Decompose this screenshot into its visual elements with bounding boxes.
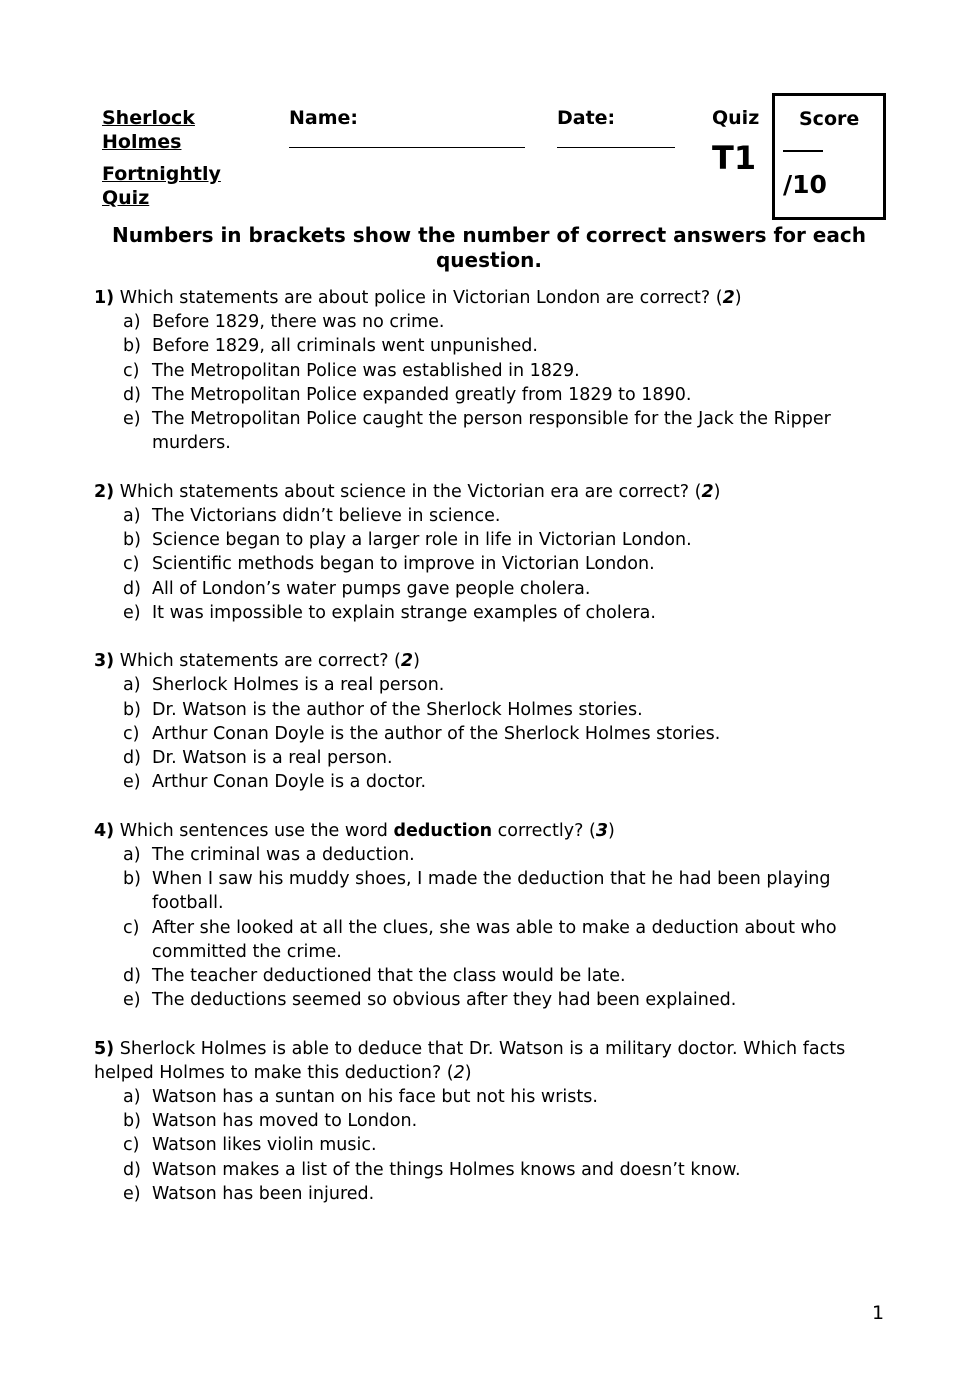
option-letter: b): [123, 336, 141, 357]
answer-option[interactable]: [94, 334, 884, 358]
page-number: 1: [872, 1302, 885, 1324]
option-letter: c): [123, 360, 140, 381]
option-letter: e): [123, 772, 141, 793]
quiz-title-line2: Fortnightly Quiz: [102, 163, 221, 209]
option-letter: e): [123, 1183, 141, 1204]
option-letter: e): [123, 409, 141, 430]
option-text: Watson has moved to London.: [152, 1111, 418, 1132]
option-text: Watson has been injured.: [152, 1183, 375, 1204]
quiz-label: Quiz: [712, 107, 760, 129]
answer-option[interactable]: [94, 504, 884, 528]
option-letter: d): [123, 748, 141, 769]
instructions: Numbers in brackets show the number of correct answers for each question.: [112, 223, 866, 272]
answer-option[interactable]: [94, 843, 884, 867]
answer-option[interactable]: [94, 746, 884, 770]
option-letter: d): [123, 1159, 141, 1180]
score-box: [772, 93, 886, 220]
question-5: [94, 1037, 884, 1206]
answer-count-close: ): [713, 481, 721, 502]
answer-option[interactable]: [94, 528, 884, 552]
option-text: Watson has a suntan on his face but not his wrists.: [152, 1087, 598, 1108]
option-list: [94, 1085, 884, 1206]
answer-count-close: ): [464, 1062, 472, 1083]
question-prompt: Which sentences use the word: [114, 820, 394, 841]
answer-option[interactable]: [94, 552, 884, 576]
question-4: [94, 819, 884, 1013]
question-prompt: Which statements are correct? (: [114, 651, 401, 672]
question-text: [94, 480, 884, 504]
answer-option[interactable]: [94, 310, 884, 334]
question-text: [94, 1037, 884, 1085]
option-text: It was impossible to explain strange examples of cholera.: [152, 602, 656, 623]
answer-count: 2: [722, 288, 735, 308]
option-letter: c): [123, 1135, 140, 1156]
question-number: 5): [94, 1038, 115, 1059]
answer-option[interactable]: [94, 698, 884, 722]
question-number: 3): [94, 651, 115, 672]
quiz-title: [102, 106, 252, 210]
question-text: [94, 649, 884, 673]
quiz-id: [712, 106, 759, 176]
option-letter: e): [123, 602, 141, 623]
answer-option[interactable]: [94, 867, 884, 915]
option-text: The Metropolitan Police was established in 1829.: [152, 360, 580, 381]
question-number: 1): [94, 288, 115, 308]
answer-option[interactable]: [94, 383, 884, 407]
date-field: [557, 106, 675, 148]
answer-count-close: ): [413, 651, 420, 672]
option-letter: d): [123, 384, 141, 405]
answer-count-close: ): [608, 820, 615, 841]
option-text: The criminal was a deduction.: [152, 844, 415, 865]
answer-option[interactable]: [94, 601, 884, 625]
answer-option[interactable]: [94, 722, 884, 746]
option-letter: a): [123, 312, 141, 333]
option-letter: a): [123, 505, 141, 526]
option-list: [94, 843, 884, 1012]
question-prompt: Which statements are about police in Victorian London are correct? (: [114, 288, 723, 308]
answer-count: 3: [595, 820, 608, 841]
option-text: The teacher deductioned that the class would be late.: [152, 965, 626, 986]
option-letter: b): [123, 530, 141, 551]
option-text: The deductions seemed so obvious after they had been explained.: [152, 990, 737, 1011]
answer-option[interactable]: [94, 1158, 884, 1182]
quiz-title-line1: Sherlock Holmes: [102, 107, 195, 153]
question-number: 2): [94, 481, 115, 502]
option-text: Before 1829, there was no crime.: [152, 312, 445, 333]
option-text: Watson makes a list of the things Holmes knows and doesn’t know.: [152, 1159, 741, 1180]
option-letter: a): [123, 675, 141, 696]
option-letter: a): [123, 844, 141, 865]
score-total: /10: [783, 170, 827, 199]
option-list: [94, 310, 884, 455]
answer-option[interactable]: [94, 1109, 884, 1133]
answer-count-close: ): [734, 288, 742, 308]
option-letter: c): [123, 723, 140, 744]
answer-option[interactable]: [94, 916, 884, 964]
question-list: [94, 286, 884, 1230]
question-2: [94, 480, 884, 625]
question-1: [94, 286, 884, 455]
question-number: 4): [94, 820, 115, 841]
answer-option[interactable]: [94, 1085, 884, 1109]
answer-option[interactable]: [94, 673, 884, 697]
answer-option[interactable]: [94, 1133, 884, 1157]
option-list: [94, 504, 884, 625]
option-letter: e): [123, 990, 141, 1011]
option-list: [94, 673, 884, 794]
quiz-code: T1: [712, 139, 757, 177]
option-text: The Metropolitan Police caught the person responsible for the Jack the Ripper murders.: [152, 409, 831, 454]
option-text: Watson likes violin music.: [152, 1135, 377, 1156]
option-text: After she looked at all the clues, she was able to make a deduction about who committed the crime.: [152, 917, 837, 962]
answer-option[interactable]: [94, 359, 884, 383]
option-letter: c): [123, 917, 140, 938]
option-letter: d): [123, 578, 141, 599]
question-text: [94, 286, 884, 310]
answer-option[interactable]: [94, 407, 884, 455]
option-text: Science began to play a larger role in life in Victorian London.: [152, 530, 692, 551]
option-text: The Metropolitan Police expanded greatly from 1829 to 1890.: [152, 384, 692, 405]
question-keyword: deduction: [393, 820, 493, 841]
name-blank-line[interactable]: [289, 147, 525, 148]
score-blank-line[interactable]: [783, 150, 823, 152]
option-text: Dr. Watson is the author of the Sherlock Holmes stories.: [152, 699, 643, 720]
option-text: When I saw his muddy shoes, I made the deduction that he had been playing football.: [152, 869, 831, 914]
question-prompt: Sherlock Holmes is able to deduce that Dr. Watson is a military doctor. Which facts helped Holmes to make this deduction? (: [94, 1038, 846, 1083]
option-letter: a): [123, 1087, 141, 1108]
answer-option[interactable]: [94, 577, 884, 601]
name-label: Name:: [289, 107, 359, 129]
option-text: The Victorians didn’t believe in science.: [152, 505, 501, 526]
answer-count: 2: [701, 481, 714, 502]
answer-option[interactable]: [94, 1182, 884, 1206]
option-letter: b): [123, 869, 141, 890]
option-text: Dr. Watson is a real person.: [152, 748, 393, 769]
question-prompt-end: correctly? (: [492, 820, 596, 841]
question-prompt: Which statements about science in the Victorian era are correct? (: [114, 481, 702, 502]
answer-count: 2: [453, 1062, 465, 1083]
answer-option[interactable]: [94, 988, 884, 1012]
question-text: [94, 819, 884, 843]
option-text: Sherlock Holmes is a real person.: [152, 675, 445, 696]
option-text: Scientific methods began to improve in Victorian London.: [152, 554, 655, 575]
option-text: Arthur Conan Doyle is the author of the Sherlock Holmes stories.: [152, 723, 721, 744]
answer-count: 2: [400, 651, 414, 672]
option-letter: b): [123, 1111, 141, 1132]
option-text: Before 1829, all criminals went unpunished.: [152, 336, 538, 357]
option-letter: c): [123, 554, 140, 575]
option-text: All of London’s water pumps gave people cholera.: [152, 578, 591, 599]
answer-option[interactable]: [94, 964, 884, 988]
option-text: Arthur Conan Doyle is a doctor.: [152, 772, 427, 793]
name-field: [289, 106, 525, 148]
question-3: [94, 649, 884, 794]
option-letter: b): [123, 699, 141, 720]
date-blank-line[interactable]: [557, 147, 675, 148]
score-label: Score: [799, 108, 860, 130]
date-label: Date:: [557, 107, 616, 129]
answer-option[interactable]: [94, 770, 884, 794]
option-letter: d): [123, 965, 141, 986]
